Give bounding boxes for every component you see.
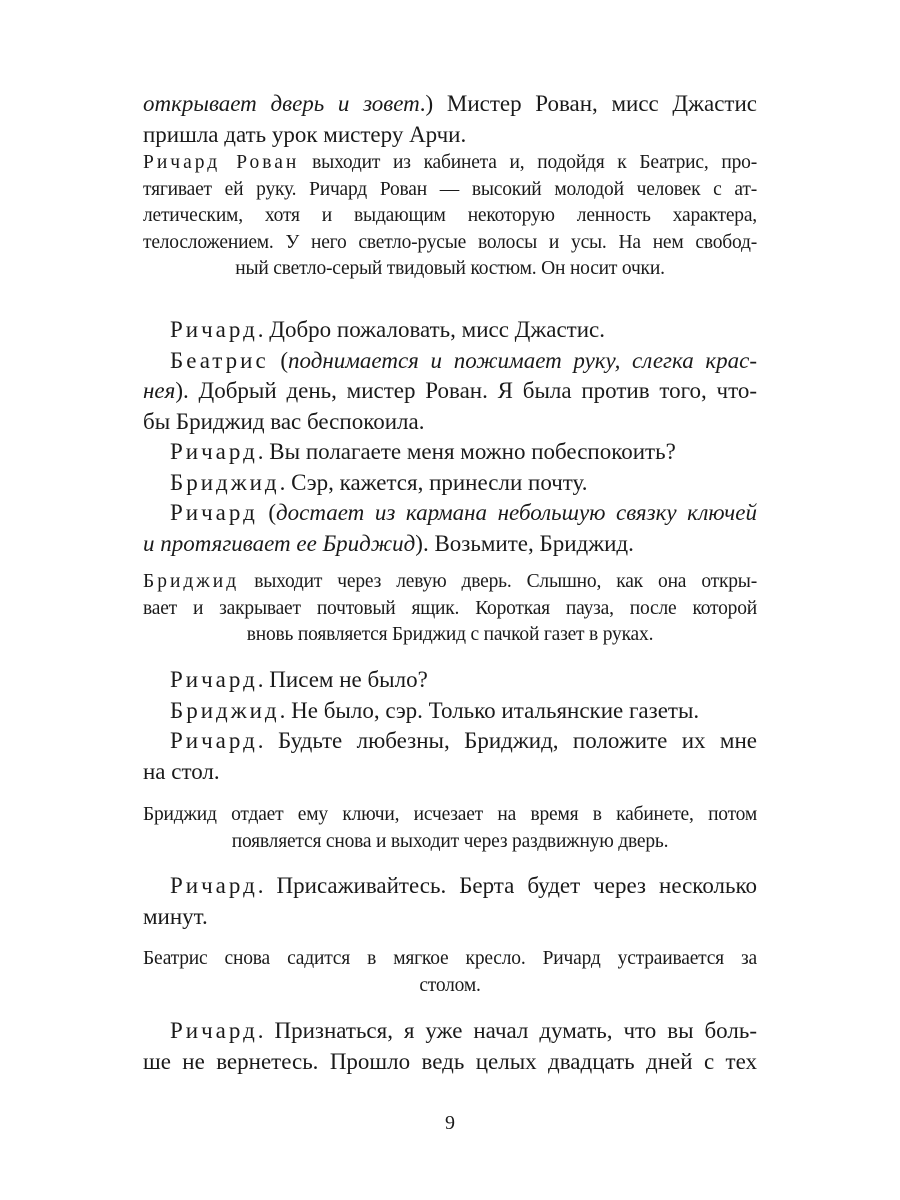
italic-remark: достает из кармана небольшую связку ключей xyxy=(276,500,757,525)
text-segment: выходит через левую дверь. Слышно, как она откры- xyxy=(239,571,757,592)
speaker-name: Ричард xyxy=(170,1018,258,1043)
text-line xyxy=(143,973,757,1000)
text-line xyxy=(143,696,757,727)
stage-direction xyxy=(143,150,757,283)
text-segment: тягивает ей руку. Ричард Рован — высокий молодой человек с ат- xyxy=(143,178,757,200)
page-number: 9 xyxy=(445,1112,455,1134)
stage-direction xyxy=(143,802,757,855)
dialogue xyxy=(143,315,757,559)
text-line xyxy=(143,871,757,902)
text-segment: Бриджид отдает ему ключи, исчезает на время в кабинете, потом xyxy=(143,804,757,825)
dialogue xyxy=(143,871,757,932)
text-line xyxy=(143,376,757,407)
text-line xyxy=(143,596,757,623)
text-segment: столом. xyxy=(419,974,481,996)
text-line xyxy=(143,437,757,468)
stage-direction xyxy=(143,569,757,649)
text-segment: . Писем не было? xyxy=(257,667,428,692)
text-line xyxy=(143,1047,757,1078)
text-line xyxy=(143,665,757,696)
text-segment: . Добро пожаловать, мисс Джастис. xyxy=(257,317,605,342)
text-segment: на стол. xyxy=(143,758,220,784)
text-segment: ный светло-серый твидовый костюм. Он носит очки. xyxy=(235,258,665,279)
speaker-name: Ричард Рован xyxy=(143,152,300,173)
text-line xyxy=(143,407,757,438)
italic-remark: открывает дверь и зовет xyxy=(143,91,420,116)
text-segment: . Признаться, я уже начал думать, что вы боль- xyxy=(257,1018,757,1043)
speaker-name: Ричард xyxy=(170,500,258,525)
text-segment: .) Мистер Рован, мисс Джастис xyxy=(419,91,758,116)
italic-remark: поднимается и пожимает руку, слегка крас- xyxy=(288,347,757,373)
text-segment: Беатрис снова садится в мягкое кресло. Ричард устраивается за xyxy=(143,948,757,969)
text-segment: ше не вернетесь. Прошло ведь целых двадцать дней с тех xyxy=(143,1048,757,1074)
text-line xyxy=(143,569,757,596)
text-line xyxy=(143,315,757,346)
speaker-name: Ричард xyxy=(170,728,258,753)
dialogue xyxy=(143,665,757,787)
text-segment: . Вы полагаете меня можно побеспокоить? xyxy=(257,439,676,464)
text-segment: минут. xyxy=(143,903,208,929)
text-segment: появляется снова и выходит через раздвижную дверь. xyxy=(231,830,669,852)
text-line xyxy=(143,89,757,120)
text-segment: ( xyxy=(257,500,277,525)
speaker-name: Ричард xyxy=(170,873,258,898)
dialogue-continuation xyxy=(143,89,757,150)
text-line xyxy=(143,177,757,204)
speaker-name: Бриджид xyxy=(170,469,280,495)
text-segment: . Присаживайтесь. Берта будет через несколько xyxy=(257,873,757,898)
text-segment: пришла дать урок мистеру Арчи. xyxy=(143,121,467,147)
text-line xyxy=(143,1016,757,1047)
text-segment: телосложением. У него светло-русые волосы и усы. На нем свобод- xyxy=(143,231,757,253)
text-line xyxy=(143,150,757,177)
text-segment: . Не было, сэр. Только итальянские газеты. xyxy=(279,697,700,723)
text-segment: ). Добрый день, мистер Рован. Я была против того, что- xyxy=(175,378,757,403)
text-line xyxy=(143,726,757,757)
text-line xyxy=(143,498,757,529)
text-line xyxy=(143,757,757,788)
text-line xyxy=(143,346,757,377)
text-segment: летическим, хотя и выдающим некоторую ленность характера, xyxy=(143,205,757,226)
text-line xyxy=(143,829,757,856)
stage-direction xyxy=(143,946,757,999)
italic-remark: и протягивает ее Бриджид xyxy=(143,530,416,556)
speaker-name: Ричард xyxy=(170,439,258,464)
italic-remark: нея xyxy=(143,378,176,403)
speaker-name: Бриджид xyxy=(143,571,240,592)
speaker-name: Бриджид xyxy=(170,697,280,723)
text-segment: бы Бриджид вас беспокоила. xyxy=(143,408,425,434)
dialogue xyxy=(143,1016,757,1077)
text-line xyxy=(143,529,757,560)
text-line xyxy=(143,120,757,151)
text-line xyxy=(143,622,757,649)
text-segment: ( xyxy=(268,347,289,373)
text-segment: . Сэр, кажется, принесли почту. xyxy=(279,469,588,495)
text-segment: . Будьте любезны, Бриджид, положите их мне xyxy=(257,728,757,753)
text-line xyxy=(143,230,757,257)
text-line xyxy=(143,802,757,829)
text-segment: вновь появляется Бриджид с пачкой газет в руках. xyxy=(246,624,654,645)
speaker-name: Беатрис xyxy=(170,347,269,373)
text-line xyxy=(143,256,757,283)
text-segment: выходит из кабинета и, подойдя к Беатрис, про- xyxy=(299,152,757,173)
text-line xyxy=(143,902,757,933)
text-segment: вает и закрывает почтовый ящик. Короткая пауза, после которой xyxy=(143,597,757,619)
text-line xyxy=(143,203,757,230)
speaker-name: Ричард xyxy=(170,667,258,692)
text-line xyxy=(143,946,757,973)
text-segment: ). Возьмите, Бриджид. xyxy=(415,530,634,556)
speaker-name: Ричард xyxy=(170,317,258,342)
text-line xyxy=(143,468,757,499)
